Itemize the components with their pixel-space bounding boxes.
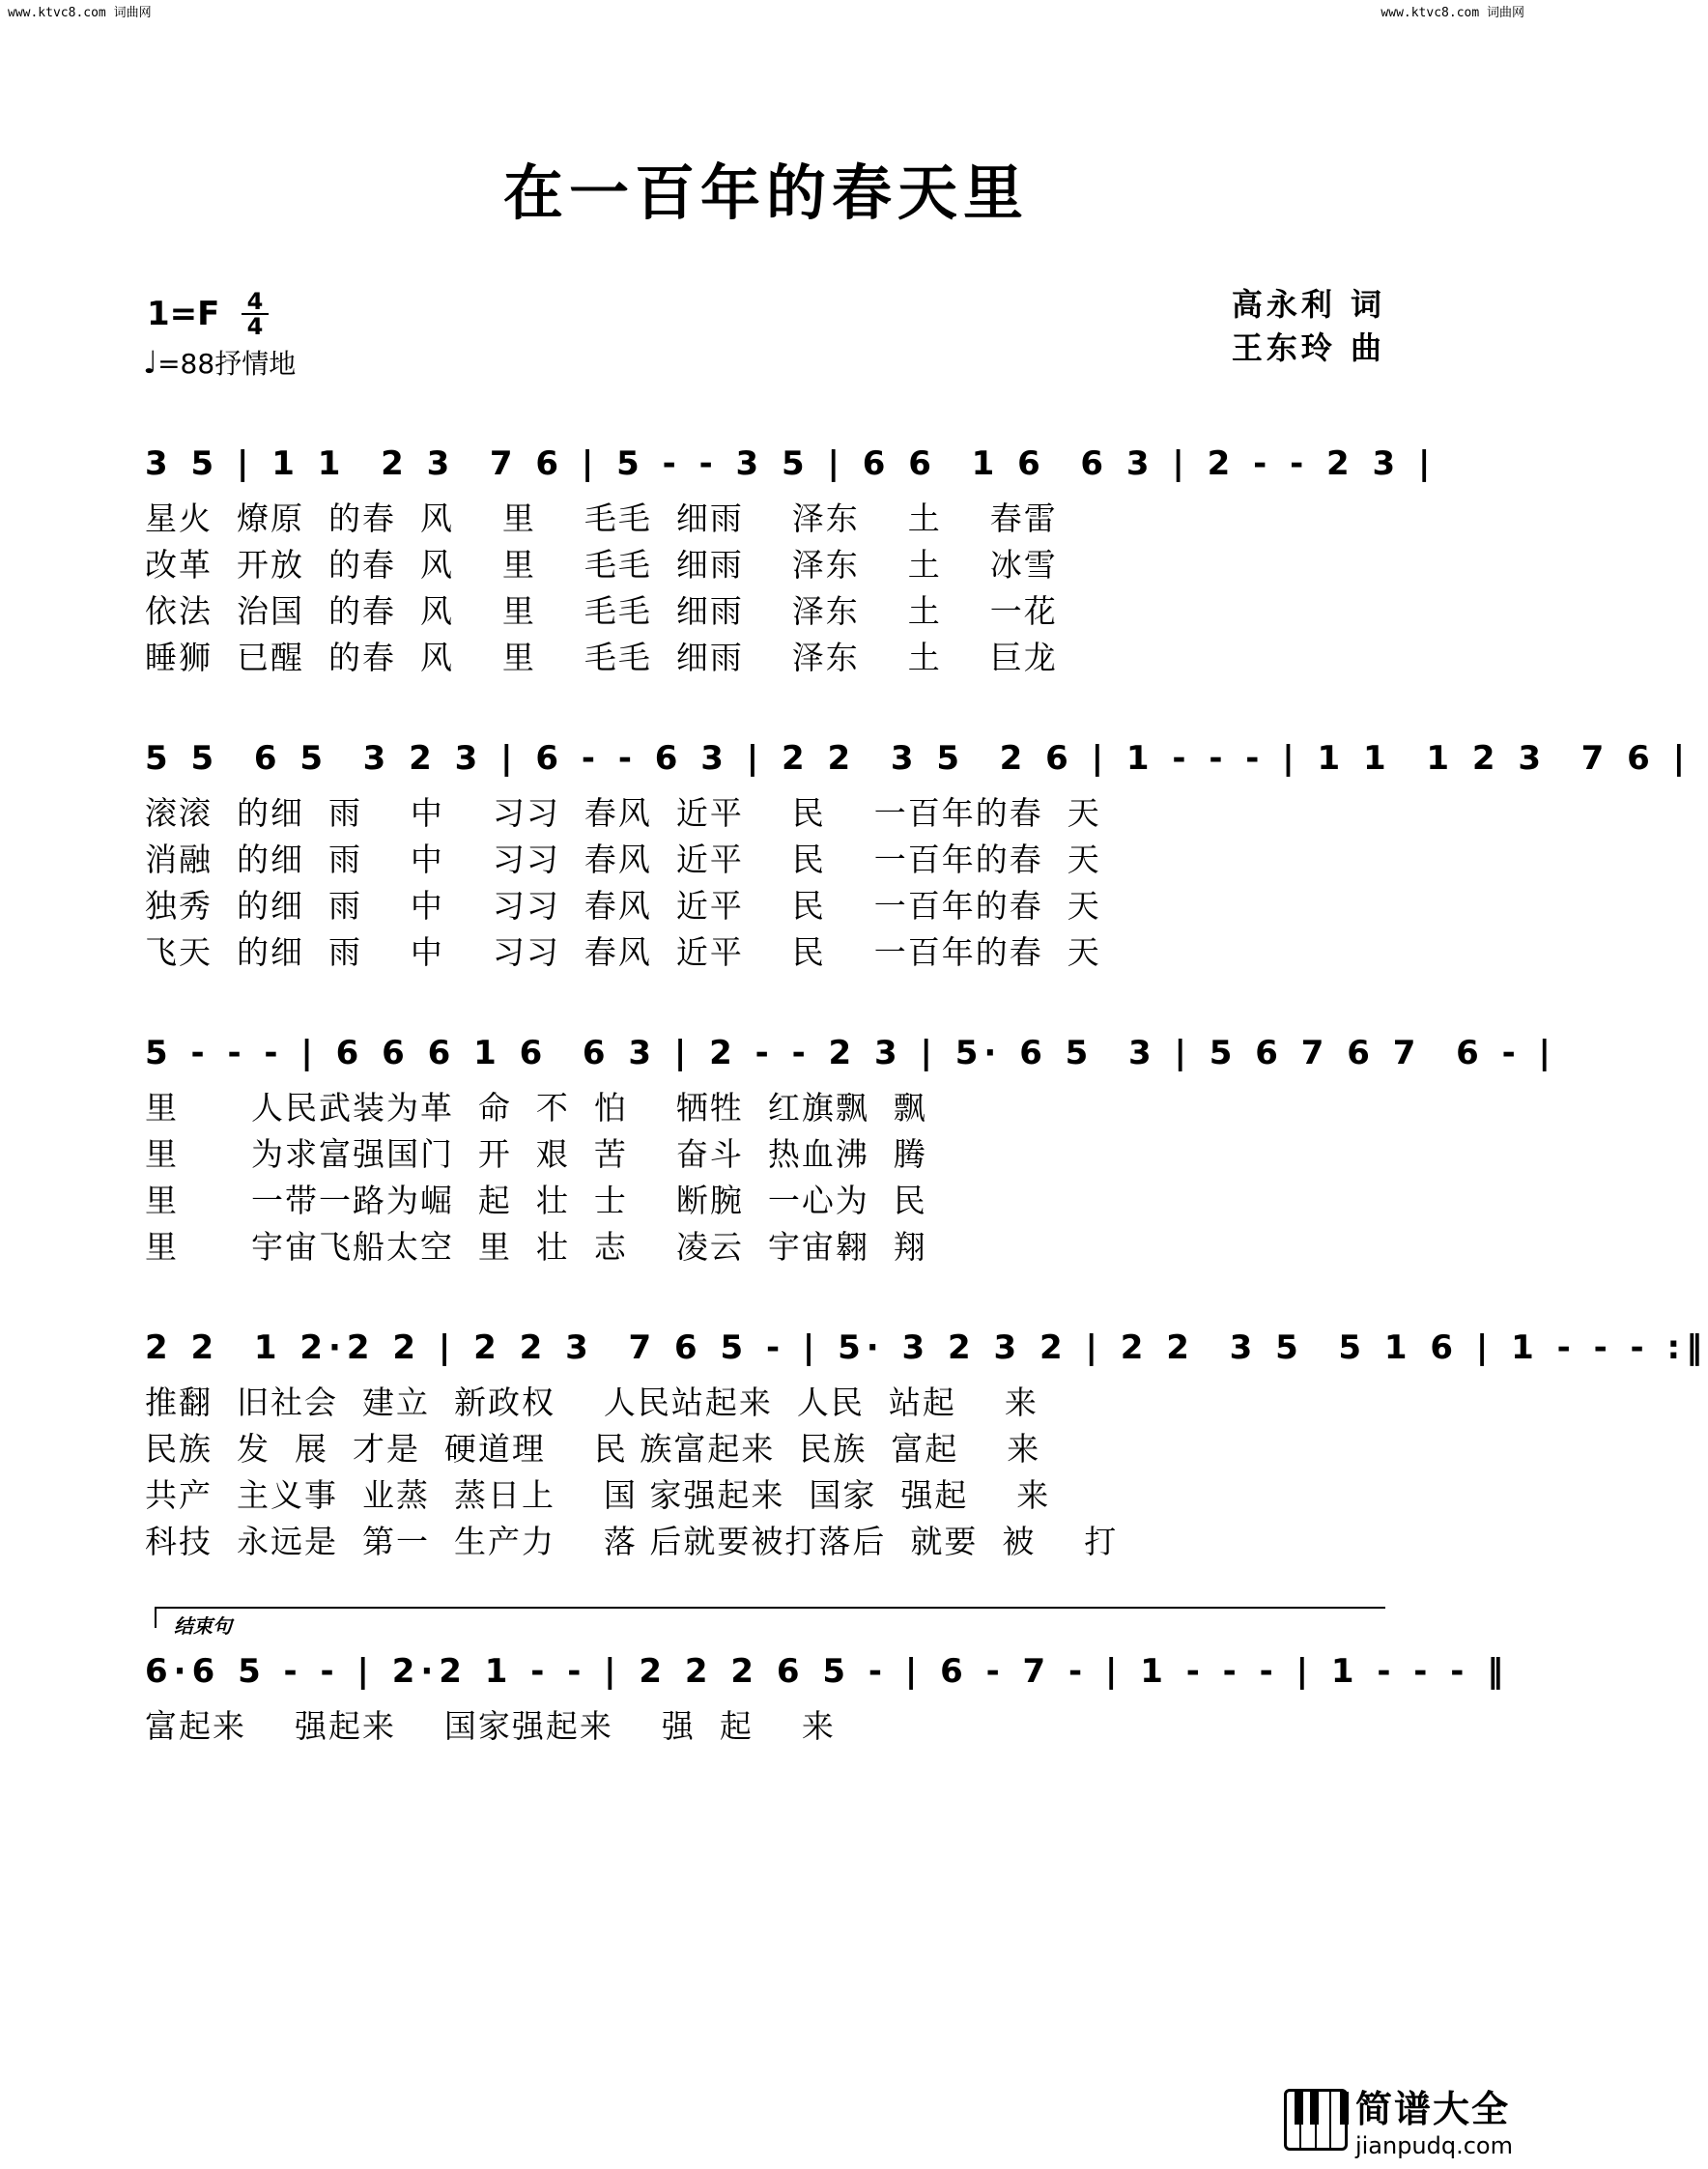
lyric-line: 滚滚 的细 雨 中 习习 春风 近平 民 一百年的春 天 [145, 794, 1101, 832]
site-logo [1284, 2079, 1513, 2159]
lyric-line: 科技 永远是 第一 生产力 落 后就要被打落后 就要 被 打 [145, 1523, 1119, 1560]
tempo-value: =88 [157, 348, 215, 380]
logo-url: jianpudq.com [1354, 2132, 1513, 2159]
song-title: 在一百年的春天里 [502, 157, 1029, 228]
quarter-note-icon: ♩ [143, 344, 158, 381]
lyric-line: 共产 主义事 业蒸 蒸日上 国 家强起来 国家 强起 来 [145, 1476, 1051, 1514]
logo-name: 简谱大全 [1354, 2088, 1510, 2130]
notation-line: 2 2 1 2·2 2 | 2 2 3 7 6 5 - | 5· 3 2 3 2 | 2 2 3 5 5 1 6 | 1 - - - :‖ [145, 1328, 1708, 1367]
lyric-line: 推翻 旧社会 建立 新政权 人民站起来 人民 站起 来 [145, 1384, 1039, 1421]
lyric-line: 依法 治国 的春 风 里 毛毛 细雨 泽东 土 一花 [145, 592, 1058, 630]
notation-line: 5 5 6 5 3 2 3 | 6 - - 6 3 | 2 2 3 5 2 6 | 1 - - - | 1 1 1 2 3 7 6 | [145, 739, 1692, 778]
tempo-marking [143, 343, 296, 382]
lyric-line: 里 一带一路为崛 起 壮 士 断腕 一心为 民 [145, 1182, 927, 1219]
time-signature [242, 290, 269, 338]
time-signature-bottom: 4 [242, 313, 269, 338]
lyric-line: 里 人民武装为革 命 不 怕 牺牲 红旗飘 飘 [145, 1089, 927, 1127]
lyric-line: 星火 燎原 的春 风 里 毛毛 细雨 泽东 土 春雷 [145, 499, 1058, 537]
tempo-expression: 抒情地 [214, 348, 297, 380]
notation-line: 5 - - - | 6 6 6 1 6 6 3 | 2 - - 2 3 | 5· 6 5 3 | 5 6 7 6 7 6 - | [145, 1034, 1556, 1072]
lyric-line: 改革 开放 的春 风 里 毛毛 细雨 泽东 土 冰雪 [145, 546, 1058, 584]
coda-label: 结束句 [174, 1614, 232, 1638]
lyric-line: 里 为求富强国门 开 艰 苦 奋斗 热血沸 腾 [145, 1135, 927, 1173]
lyric-line: 里 宇宙飞船太空 里 壮 志 凌云 宇宙翱 翔 [145, 1228, 927, 1266]
lyricist-credit: 高永利 词 [1231, 286, 1385, 323]
lyric-line: 飞天 的细 雨 中 习习 春风 近平 民 一百年的春 天 [145, 933, 1101, 971]
notation-line: 3 5 | 1 1 2 3 7 6 | 5 - - 3 5 | 6 6 1 6 6 3 | 2 - - 2 3 | [145, 444, 1437, 483]
header-left-text: www.ktvc8.com 词曲网 [8, 6, 152, 20]
lyric-line: 富起来 强起来 国家强起来 强 起 来 [145, 1707, 836, 1745]
header-right-text: www.ktvc8.com 词曲网 [1381, 6, 1524, 20]
key-signature: 1=F [147, 295, 220, 333]
composer-credit: 王东玲 曲 [1231, 329, 1385, 366]
piano-icon [1284, 2089, 1348, 2151]
lyric-line: 睡狮 已醒 的春 风 里 毛毛 细雨 泽东 土 巨龙 [145, 639, 1058, 676]
lyric-line: 消融 的细 雨 中 习习 春风 近平 民 一百年的春 天 [145, 841, 1101, 878]
notation-line: 6·6 5 - - | 2·2 1 - - | 2 2 2 6 5 - | 6 - 7 - | 1 - - - | 1 - - - ‖ [145, 1652, 1510, 1691]
lyric-line: 民族 发 展 才是 硬道理 民 族富起来 民族 富起 来 [145, 1430, 1041, 1468]
time-signature-top: 4 [246, 288, 264, 315]
lyric-line: 独秀 的细 雨 中 习习 春风 近平 民 一百年的春 天 [145, 887, 1101, 925]
coda-bracket [155, 1607, 1385, 1628]
